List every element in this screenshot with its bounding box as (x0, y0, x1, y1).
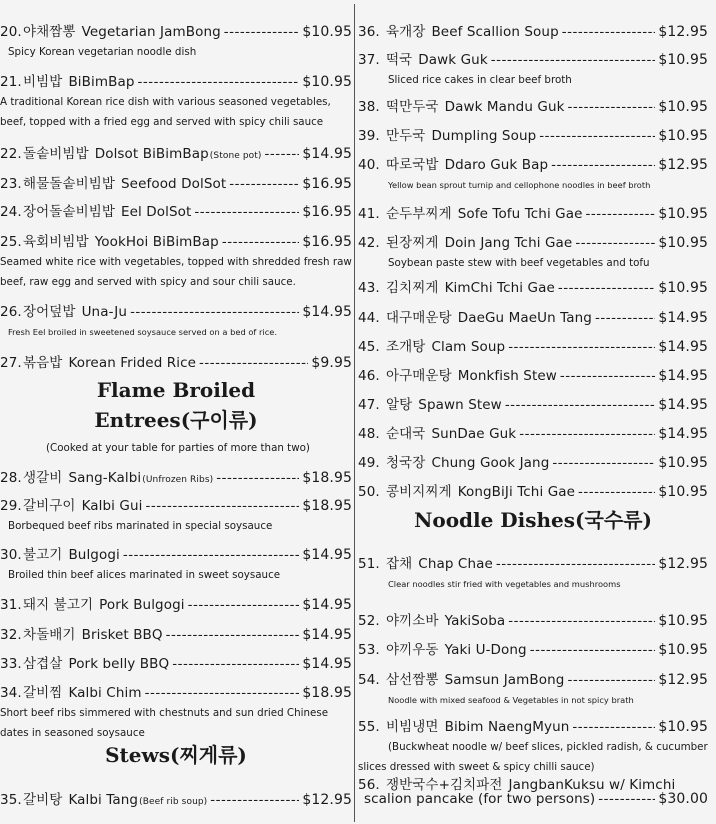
menu-item (358, 306, 708, 326)
item-price: $12.95 (658, 157, 708, 173)
item-description: (Buckwheat noodle w/ beef slices, pickled radish, & cucumber slices dressed with sweet & spicy chilli sauce) (358, 741, 708, 773)
item-number: 47. (358, 397, 380, 413)
price-leader (568, 99, 656, 115)
item-price: $10.95 (302, 24, 352, 40)
menu-item-line (0, 351, 352, 371)
menu-item (358, 451, 708, 471)
price-leader (595, 310, 655, 326)
price-leader (199, 355, 308, 371)
price-leader (578, 484, 655, 500)
item-number: 27. (0, 355, 22, 371)
item-price: $12.95 (658, 24, 708, 40)
menu-item (358, 668, 708, 708)
item-korean-name: 청국장 (386, 455, 426, 471)
menu-item (0, 466, 352, 486)
menu-item (0, 593, 352, 613)
menu-item (358, 124, 708, 144)
item-korean-name: 따로국밥 (386, 157, 439, 173)
menu-item (0, 623, 352, 643)
price-leader (146, 498, 300, 514)
item-price: $10.95 (302, 74, 352, 90)
item-name: Yaki U-Dong (444, 642, 527, 658)
item-number: 42. (358, 235, 380, 251)
item-korean-name: 야채짬뽕 (23, 24, 76, 40)
menu-item-line (0, 172, 352, 192)
price-leader (145, 685, 300, 701)
item-name: Clam Soup (431, 339, 506, 355)
item-korean-name: 순대국 (386, 426, 426, 442)
menu-item (0, 142, 352, 162)
item-korean-name: 돌솥비빔밥 (23, 146, 89, 162)
menu-item-line (358, 153, 708, 173)
menu-item-line (0, 593, 352, 613)
item-price: $14.95 (658, 368, 708, 384)
price-leader (560, 368, 656, 384)
price-leader (216, 470, 299, 486)
item-name: YakiSoba (444, 613, 506, 629)
item-name: Kalbi Gui (81, 498, 143, 514)
item-korean-name: 콩비지찌게 (386, 484, 452, 500)
item-name: BiBimBap (68, 74, 135, 90)
item-number: 38. (358, 99, 380, 115)
item-price: $10.95 (658, 206, 708, 222)
item-name: Pork Bulgogi (99, 597, 185, 613)
menu-item-line (0, 543, 352, 563)
item-price: $10.95 (658, 642, 708, 658)
menu-item (358, 773, 708, 793)
menu-item-line (0, 494, 352, 514)
item-korean-name: 볶음밥 (23, 355, 63, 371)
price-leader (138, 74, 300, 90)
menu-item-line (0, 20, 352, 40)
item-name: Korean Frided Rice (68, 355, 197, 371)
price-leader (519, 426, 655, 442)
menu-item (358, 48, 708, 88)
menu-item-line (358, 451, 708, 471)
price-leader (172, 656, 299, 672)
item-price: $10.95 (658, 128, 708, 144)
item-description: Noodle with mixed seafood & Vegetables in not spicy brath (388, 695, 634, 705)
menu-item (358, 480, 708, 500)
item-number: 51. (358, 556, 380, 572)
item-number: 43. (358, 280, 380, 296)
menu-item-line (358, 364, 708, 384)
item-name: Doin Jang Tchi Gae (444, 235, 573, 251)
item-price: $14.95 (658, 339, 708, 355)
item-korean-name: 육개장 (386, 24, 426, 40)
item-description: Borbequed beef ribs marinated in special soysauce (8, 520, 273, 532)
item-korean-name: 야끼우동 (386, 642, 439, 658)
item-price: $10.95 (658, 613, 708, 629)
menu-item (0, 20, 352, 60)
item-number: 44. (358, 310, 380, 326)
menu-item-line (0, 788, 352, 808)
item-korean-name: 돼지 불고기 (23, 597, 94, 613)
item-name: Samsun JamBong (444, 672, 565, 688)
item-price: $10.95 (658, 280, 708, 296)
item-56-continued (358, 791, 708, 807)
item-description: Fresh Eel broiled in sweetened soysauce served on a bed of rice. (8, 327, 278, 337)
item-name: Kalbi Chim (68, 685, 142, 701)
item-name: Dumpling Soup (431, 128, 537, 144)
item-price: $14.95 (658, 426, 708, 442)
menu-item (358, 715, 708, 775)
menu-item (0, 543, 352, 583)
item-price: $14.95 (302, 597, 352, 613)
menu-item (358, 95, 708, 115)
menu-item (358, 231, 708, 271)
menu-item-line (0, 652, 352, 672)
item-name: DaeGu MaeUn Tang (457, 310, 592, 326)
price-leader (508, 339, 655, 355)
menu-item (358, 552, 708, 592)
item-number: 21. (0, 74, 22, 90)
item-price: $14.95 (302, 547, 352, 563)
item-number: 52. (358, 613, 380, 629)
item-number: 20. (0, 24, 22, 40)
item-korean-name: 된장찌게 (386, 235, 439, 251)
flame-broiled-heading: Flame Broiled (96, 378, 256, 402)
menu-item-line (0, 681, 352, 701)
item-price: $12.95 (302, 792, 352, 808)
price-leader (166, 627, 300, 643)
menu-item (0, 652, 352, 672)
menu-item (0, 172, 352, 192)
price-leader (188, 597, 300, 613)
item-price: $10.95 (658, 235, 708, 251)
item-price: $12.95 (658, 556, 708, 572)
menu-item-line (358, 124, 708, 144)
item-number: 45. (358, 339, 380, 355)
item-korean-name: 떡만두국 (386, 99, 439, 115)
item-number: 50. (358, 484, 380, 500)
item-korean-name: 순두부찌게 (386, 206, 452, 222)
noodle-dishes-heading: Noodle Dishes(국수류) (414, 508, 652, 532)
item-number: 26. (0, 304, 22, 320)
item-korean-name: 갈비찜 (23, 685, 63, 701)
menu-item-line (358, 48, 708, 68)
menu-item-line (358, 668, 708, 688)
item-name: YookHoi BiBimBap (94, 234, 219, 250)
item-korean-name: 생갈비 (23, 470, 63, 486)
price-leader (229, 176, 299, 192)
item-price: $12.95 (658, 672, 708, 688)
menu-item-line (0, 300, 352, 320)
item-korean-name: 잡채 (386, 556, 413, 572)
price-leader (222, 234, 300, 250)
item-korean-name: 비빔밥 (23, 74, 63, 90)
item-price: $16.95 (302, 176, 352, 192)
item-name: Ddaro Guk Bap (444, 157, 549, 173)
menu-item (358, 202, 708, 222)
item-number: 28. (0, 470, 22, 486)
item-name: Vegetarian JamBong (81, 24, 221, 40)
item-number: 37. (358, 52, 380, 68)
item-price: $16.95 (302, 204, 352, 220)
item-price: $10.95 (658, 455, 708, 471)
item-price: $14.95 (302, 146, 352, 162)
price-leader (130, 304, 299, 320)
menu-item-line (358, 276, 708, 296)
item-number: 30. (0, 547, 22, 563)
item-name: Kalbi Tang (68, 792, 139, 808)
item-price: $10.95 (658, 99, 708, 115)
menu-item (358, 20, 708, 40)
menu-item-line (358, 552, 708, 572)
menu-item-line (358, 638, 708, 658)
price-leader (505, 397, 656, 413)
menu-item (0, 230, 352, 290)
item-description: Clear noodles stir fried with vegetables and mushrooms (388, 579, 621, 589)
menu-item-line (358, 393, 708, 413)
menu-item-line (358, 773, 708, 793)
menu-item-line (0, 466, 352, 486)
item-name: Sofe Tofu Tchi Gae (457, 206, 583, 222)
item-price: $18.95 (302, 685, 352, 701)
item-description: Broiled thin beef alices marinated in sweet soysauce (8, 569, 281, 581)
item-korean-name: 김치찌게 (386, 280, 439, 296)
menu-item-line (358, 422, 708, 442)
item-number: 54. (358, 672, 380, 688)
item-price: $9.95 (311, 355, 352, 371)
menu-item (358, 393, 708, 413)
item-number: 24. (0, 204, 22, 220)
menu-item (0, 351, 352, 371)
item-number: 31. (0, 597, 22, 613)
item-korean-name: 차돌배기 (23, 627, 76, 643)
item-korean-name: 아구매운탕 (386, 368, 452, 384)
column-divider (354, 4, 355, 822)
menu-item (358, 638, 708, 658)
price-leader (508, 613, 655, 629)
item-price: $14.95 (302, 627, 352, 643)
item-name: Brisket BBQ (81, 627, 163, 643)
item-description: A traditional Korean rice dish with various seasoned vegetables, beef, topped with a fried egg and served with spicy chili sauce (0, 96, 331, 128)
item-name: Bibim NaengMyun (444, 719, 570, 735)
price-leader (562, 24, 656, 40)
item-number: 36. (358, 24, 380, 40)
menu-item-line (358, 20, 708, 40)
price-leader (586, 206, 656, 222)
menu-item (358, 609, 708, 629)
price-leader (552, 455, 655, 471)
menu-item-line (0, 230, 352, 250)
item-korean-name: 해물돌솥비빔밥 (23, 176, 115, 192)
item-price: $10.95 (658, 484, 708, 500)
menu-item-line (0, 200, 352, 220)
price-leader (598, 791, 655, 807)
item-korean-name: 육회비빔밥 (23, 234, 89, 250)
item-number: 22. (0, 146, 22, 162)
item-number: 49. (358, 455, 380, 471)
menu-item (0, 494, 352, 534)
item-name: Bulgogi (68, 547, 120, 563)
price-leader (530, 642, 656, 658)
item-name: Spawn Stew (418, 397, 502, 413)
item-price: $18.95 (302, 470, 352, 486)
price-leader (496, 556, 656, 572)
item-korean-name: 조개탕 (386, 339, 426, 355)
menu-item-line (358, 231, 708, 251)
item-number: 53. (358, 642, 380, 658)
item-name: Monkfish Stew (457, 368, 557, 384)
item-name: Pork belly BBQ (68, 656, 170, 672)
item-price: $14.95 (658, 397, 708, 413)
item-note: (Stone pot) (209, 151, 262, 161)
item-name: Seefood DolSot (121, 176, 227, 192)
menu-item (0, 788, 352, 808)
menu-item-line (0, 623, 352, 643)
menu-item-line (358, 95, 708, 115)
item-note: (Beef rib soup) (139, 797, 208, 807)
item-number: 40. (358, 157, 380, 173)
item-name: KongBiJi Tchi Gae (457, 484, 576, 500)
entrees-heading: Entrees(구이류) (94, 408, 258, 432)
item-korean-name: 삼선짬뽕 (386, 672, 439, 688)
item-price: $14.95 (658, 310, 708, 326)
item-korean-name: 대구매운탕 (386, 310, 452, 326)
item-korean-name: 떡국 (386, 52, 413, 68)
price-leader (265, 146, 300, 162)
item-number: 41. (358, 206, 380, 222)
item-number: 32. (0, 627, 22, 643)
item-price: $10.95 (658, 52, 708, 68)
menu-item (358, 364, 708, 384)
item-56-description: scalion pancake (for two persons) (364, 791, 596, 807)
menu-item (358, 276, 708, 296)
price-leader (575, 235, 655, 251)
item-note: (Unfrozen Ribs) (142, 475, 214, 485)
item-name: KimChi Tchi Gae (444, 280, 555, 296)
price-leader (210, 792, 299, 808)
price-leader (123, 547, 300, 563)
item-price: $14.95 (302, 304, 352, 320)
price-leader (558, 280, 656, 296)
price-leader (567, 672, 655, 688)
item-korean-name: 알탕 (386, 397, 413, 413)
flame-broiled-note: (Cooked at your table for parties of more than two) (46, 442, 310, 454)
item-korean-name: 쟁반국수+김치파전 (386, 777, 503, 793)
item-number: 48. (358, 426, 380, 442)
item-korean-name: 장어돌솥비빔밥 (23, 204, 115, 220)
item-name: Dawk Guk (418, 52, 488, 68)
item-name: Eel DolSot (121, 204, 192, 220)
item-number: 39. (358, 128, 380, 144)
item-korean-name: 비빔냉면 (386, 719, 439, 735)
item-description: Yellow bean sprout turnip and cellophone noodles in beef broth (388, 180, 651, 190)
stews-heading: Stews(찌게류) (105, 743, 247, 767)
item-korean-name: 만두국 (386, 128, 426, 144)
item-name: JangbanKuksu w/ Kimchi (508, 777, 676, 793)
price-leader (491, 52, 656, 68)
item-name: Una-Ju (81, 304, 128, 320)
price-leader (224, 24, 300, 40)
price-leader (539, 128, 655, 144)
menu-item (0, 300, 352, 340)
item-price: $14.95 (302, 656, 352, 672)
item-price: $18.95 (302, 498, 352, 514)
item-name: Dolsot BiBimBap (94, 146, 209, 162)
menu-item-line (0, 70, 352, 90)
item-korean-name: 삼겹살 (23, 656, 63, 672)
item-name: Dawk Mandu Guk (444, 99, 565, 115)
item-number: 34. (0, 685, 22, 701)
menu-item-line (358, 715, 708, 735)
menu-item-line (358, 335, 708, 355)
item-korean-name: 불고기 (23, 547, 63, 563)
item-number: 23. (0, 176, 22, 192)
menu-item (358, 153, 708, 193)
item-number: 33. (0, 656, 22, 672)
menu-item (0, 681, 352, 741)
item-number: 55. (358, 719, 380, 735)
item-description: Spicy Korean vegetarian noodle dish (8, 46, 197, 58)
menu-item-line (358, 480, 708, 500)
item-name: Beef Scallion Soup (431, 24, 559, 40)
price-leader (194, 204, 299, 220)
item-name: Chung Gook Jang (431, 455, 550, 471)
menu-item (358, 335, 708, 355)
menu-item-line (358, 306, 708, 326)
item-name: Sang-Kalbi (68, 470, 142, 486)
item-number: 46. (358, 368, 380, 384)
item-korean-name: 갈비탕 (23, 792, 63, 808)
item-price: $16.95 (302, 234, 352, 250)
item-number: 35. (0, 792, 22, 808)
item-korean-name: 장어덮밥 (23, 304, 76, 320)
item-price: $10.95 (658, 719, 708, 735)
item-name: SunDae Guk (431, 426, 517, 442)
item-description: Short beef ribs simmered with chestnuts and sun dried Chinese dates in seasoned soysauce (0, 707, 329, 739)
item-korean-name: 갈비구이 (23, 498, 76, 514)
menu-item (0, 70, 352, 130)
item-name: Chap Chae (418, 556, 493, 572)
item-description: Sliced rice cakes in clear beef broth (388, 74, 572, 86)
item-description: Seamed white rice with vegetables, topped with shredded fresh raw beef, raw egg and served with spicy and sour chili sauce. (0, 256, 352, 288)
item-number: 25. (0, 234, 22, 250)
menu-item-line (358, 202, 708, 222)
menu-item-line (0, 142, 352, 162)
item-price: $30.00 (658, 791, 708, 807)
price-leader (572, 719, 655, 735)
menu-item-line (358, 609, 708, 629)
item-number: 29. (0, 498, 22, 514)
item-number: 56. (358, 777, 380, 793)
item-description: Soybean paste stew with beef vegetables and tofu (388, 257, 650, 269)
price-leader (551, 157, 655, 173)
menu-item (0, 200, 352, 220)
item-korean-name: 야끼소바 (386, 613, 439, 629)
menu-item (358, 422, 708, 442)
